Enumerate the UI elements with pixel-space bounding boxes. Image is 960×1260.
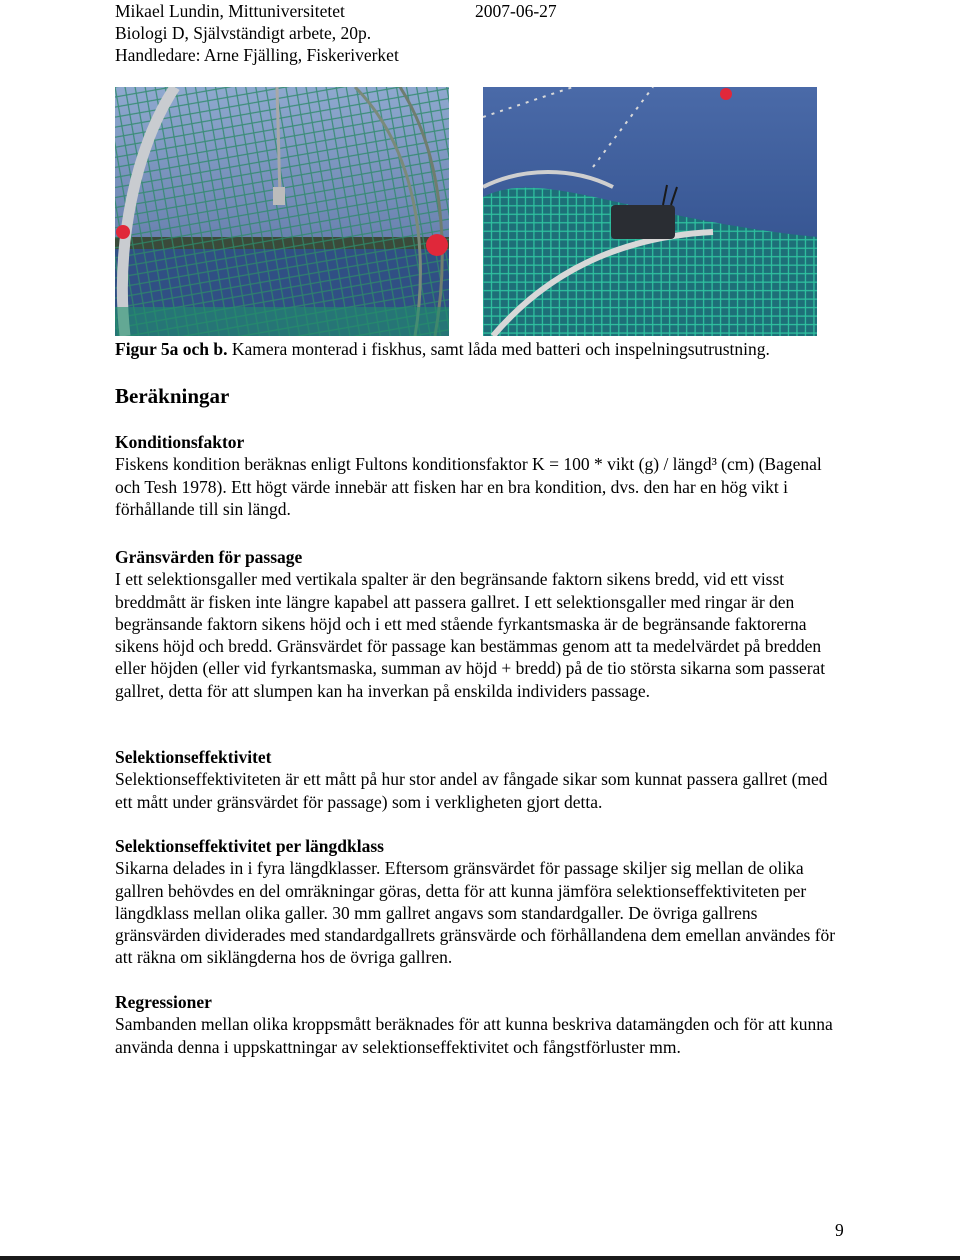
- page-number: 9: [835, 1220, 844, 1240]
- section-regressioner: [115, 991, 845, 1058]
- header-date: 2007-06-27: [475, 1, 557, 21]
- section-body: I ett selektionsgaller med vertikala spalter är den begränsande faktorn sikens bredd, vid ett visst breddmått är fisken inte längre kapabel att passera gallret. I ett selektionsgaller med ringar är den begränsande faktorn sikens höjd och i ett med stående fyrkantsmaska är de begränsande faktorerna sikens höjd och bredd. Gränsvärdet för passage kan bestämmas genom att ta medelvärdet på bredden eller höjden (eller vid fyrkantsmaska, summan av höjd + bredd) på de tio största sikarna som passerat gallret, detta för att slumpen kan ha inverkan på enskilda individers passage.: [115, 569, 826, 701]
- header-author: Mikael Lundin, Mittuniversitetet: [115, 1, 345, 21]
- section-body: Selektionseffektiviteten är ett mått på hur stor andel av fångade sikar som kunnat passera gallret (med ett mått under gränsvärdet för passage) som i verkligheten gjort detta.: [115, 769, 828, 812]
- section-selektion-langdklass: [115, 835, 845, 969]
- section-title: Selektionseffektivitet: [115, 747, 272, 767]
- section-konditionsfaktor: [115, 431, 845, 520]
- header-supervisor: Handledare: Arne Fjälling, Fiskeriverket: [115, 45, 399, 65]
- figure-caption-text: Kamera monterad i fiskhus, samt låda med batteri och inspelningsutrustning.: [227, 339, 770, 359]
- figure-5a-photo: [115, 87, 449, 336]
- section-title: Regressioner: [115, 992, 212, 1012]
- page-header: [115, 0, 835, 66]
- figure-caption-label: Figur 5a och b.: [115, 339, 228, 359]
- figure-5b-photo: [483, 87, 817, 336]
- section-selektionseffektivitet: [115, 746, 845, 813]
- section-heading: Beräkningar: [115, 384, 230, 408]
- section-title: Konditionsfaktor: [115, 432, 245, 452]
- section-body: Fiskens kondition beräknas enligt Fultons konditionsfaktor K = 100 * vikt (g) / längd³ (cm) (Bagenal och Tesh 1978). Ett högt värde innebär att fisken har en bra kondition, dvs. den har en hög vikt i förhållande till sin längd.: [115, 454, 822, 519]
- section-body: Sambanden mellan olika kroppsmått beräknades för att kunna beskriva datamängden och för att kunna använda denna i uppskattningar av selektionseffektivitet och fångstförluster mm.: [115, 1014, 833, 1057]
- footer-divider: [0, 1256, 960, 1260]
- header-course: Biologi D, Självständigt arbete, 20p.: [115, 23, 372, 43]
- figure-caption: [115, 338, 770, 360]
- section-gransvarden: [115, 546, 845, 702]
- section-title: Gränsvärden för passage: [115, 547, 303, 567]
- section-title: Selektionseffektivitet per längdklass: [115, 836, 384, 856]
- section-body: Sikarna delades in i fyra längdklasser. Eftersom gränsvärdet för passage skiljer sig mellan de olika gallren behövdes en del omräkningar göras, detta för att kunna jämföra selektionseffektiviteten per längdklass mellan olika galler. 30 mm gallret angavs som standardgaller. De övriga gallrens gränsvärden dividerades med standardgallrets gränsvärde och förhållandena dem emellan användes för att räkna om siklängderna hos de övriga gallren.: [115, 858, 836, 968]
